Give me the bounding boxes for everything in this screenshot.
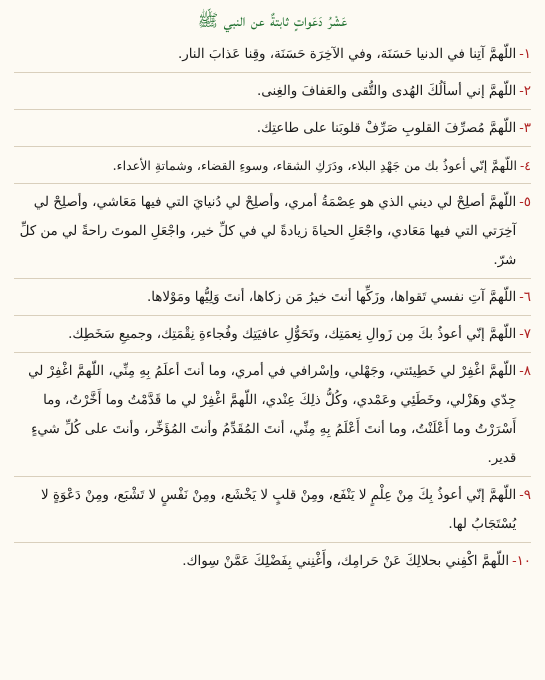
dua-number: ٦-: [519, 290, 531, 305]
dua-number: ٩-: [519, 488, 531, 503]
divider: [14, 315, 531, 316]
dua-item-6: [14, 283, 531, 312]
dua-text: اللّهمَّ اكْفِني بحلالِكَ عَنْ حَرامِك، وأَغْنِني بِفَضْلِكَ عَمَّنْ سِواك.: [182, 554, 510, 569]
divider: [14, 183, 531, 184]
dua-item-2: [14, 77, 531, 106]
dua-item-9: [14, 481, 531, 539]
dua-text: اللّهمَّ إنّي أعوذُ بكَ مِن زَوالِ نِعمَتِك، وتَحَوُّلِ عافيَتِك وفُجاءةِ نِقْمَتِك، وجميعِ سَخَطِك.: [68, 327, 517, 342]
divider: [14, 109, 531, 110]
dua-text: اللّهمَّ مُصرِّفَ القلوبِ صَرِّفْ قلوبَنا على طاعتِك.: [256, 121, 517, 136]
dua-item-7: [14, 320, 531, 349]
divider: [14, 278, 531, 279]
dua-item-8: [14, 357, 531, 473]
dua-item-3: [14, 114, 531, 143]
divider: [14, 542, 531, 543]
dua-item-5: [14, 188, 531, 275]
dua-number: ٢-: [519, 84, 531, 99]
dua-number: ١٠-: [512, 554, 531, 569]
dua-item-10: [14, 547, 531, 576]
dua-number: ٤-: [519, 158, 531, 173]
dua-number: ٨-: [519, 364, 531, 379]
dua-number: ٧-: [519, 327, 531, 342]
dua-text: اللّهمَّ إنّي أعوذُ بك من جَهْدِ البلاء، ودَرَكِ الشقاء، وسوءِ القضاء، وشماتةِ الأعداء.: [112, 158, 517, 173]
divider: [14, 352, 531, 353]
dua-text: اللّهمَّ إني أسألُكَ الهُدى والتُّقى والعَفافَ والغِنى.: [257, 84, 517, 99]
dua-number: ٥-: [519, 195, 531, 210]
dua-text: اللّهمَّ آتِنا في الدنيا حَسَنَة، وفي الآخِرَة حَسَنَة، وقِنا عَذابَ النار.: [178, 47, 517, 62]
dua-text: اللّهمَّ إنّي أعوذُ بِكَ مِنْ عِلْمٍ لا يَنْفَع، ومِنْ قلبٍ لا يَخْشَع، ومِنْ نَفْسٍ لا تَشْبَع، ومِنْ دَعْوَةٍ لا يُسْتَجَابُ لها.: [41, 488, 517, 532]
dua-text: اللّهمَّ اغْفِرْ لي خَطِيئتي، وجَهْلي، وإسْرافي في أمري، وما أنتَ أعلَمُ بِهِ مِنِّي، اللّهمَّ اغْفِرْ لي جِدّي وهَزْلي، وخَطَئِي وعَمْدي، وكُلُّ ذلِكَ عِنْدي، اللّهمَّ اغْفِرْ لي ما قَدَّمْتُ وما أَخَّرْتُ، وما أَسْرَرْتُ وما أَعْلَنْتُ، وما أنتَ أَعْلَمُ بِهِ مِنِّي، أنتَ المُقَدِّمُ وأنتَ المُؤَخِّر، وأنتَ على كُلِّ شيءٍ قدير.: [28, 364, 517, 466]
dua-text: اللّهمَّ آتِ نفسي تَقواها، وزَكِّها أنتَ خيرُ مَن زكاها، أنتَ وَلِيُّها ومَوْلاها.: [146, 290, 517, 305]
divider: [14, 146, 531, 147]
dua-item-1: [14, 40, 531, 69]
dua-item-4: [14, 151, 531, 180]
dua-text: اللّهمَّ أصلِحْ لي ديني الذي هو عِصْمَةُ أمري، وأصلِحْ لي دُنيايَ التي فيها مَعَاشي، وأصلِحْ لي آخِرَتي التي فيها مَعَادي، واجْعَلِ الحياةَ زيادةً لي في كلِّ خير، واجْعَلِ الموتَ راحةً لي من كلِّ شرّ.: [19, 195, 517, 268]
page-title: عَشْرُ دَعَواتٍ ثابتةٌ عن النبي ﷺ: [197, 11, 348, 31]
divider: [14, 72, 531, 73]
divider: [14, 476, 531, 477]
dua-number: ١-: [519, 47, 531, 62]
dua-number: ٣-: [519, 121, 531, 136]
